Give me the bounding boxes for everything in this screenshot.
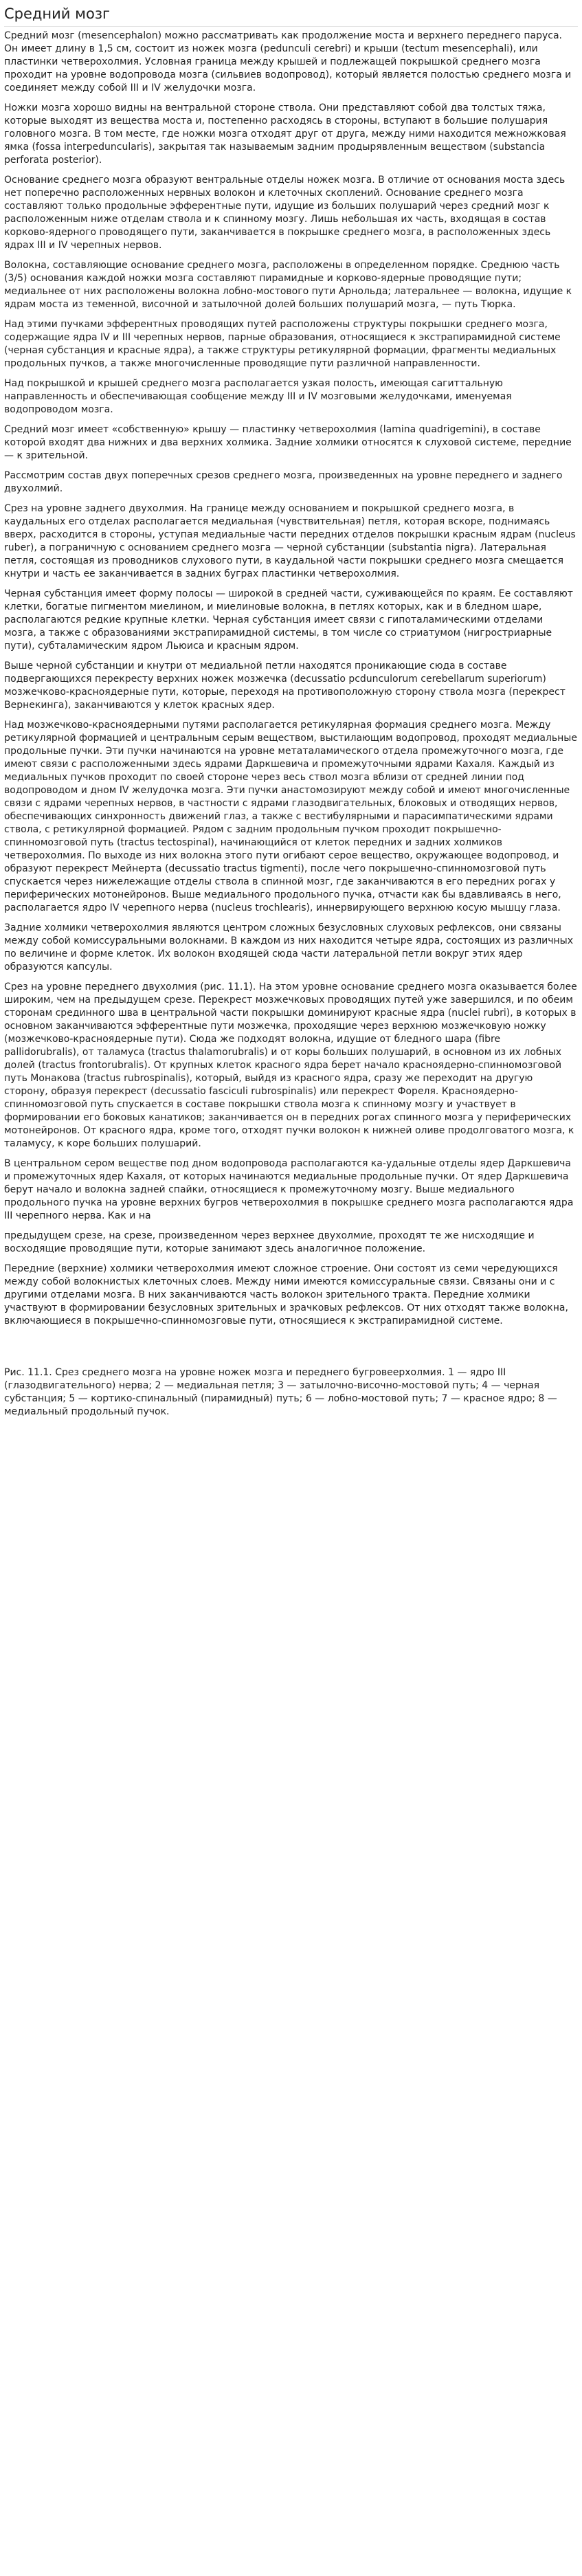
figure-placeholder	[4, 1335, 578, 1362]
paragraph: Срез на уровне заднего двухолмия. На границе между основанием и покрышкой среднего мозга, в каудальных его отделах располагается медиальная (чувствительная) петля, которая вскоре, поднимаясь вверх, расходится в стороны, уступая медиальные части передних отделов покрышки красным ядрам (nucleus ruber), а пограничную с основанием среднего мозга — черной субстанции (substantia nigra). Латеральная петля, состоящая из проводников слухового пути, в каудальной части покрышки среднего мозга смещается кнутри и часть ее заканчивается в задних буграх пластинки четверохолмия.	[4, 503, 576, 579]
paragraph: Основание среднего мозга образуют вентральные отделы ножек мозга. В отличие от основания моста здесь нет поперечно расположенных нервных волокон и клеточных скоплений. Основание среднего мозга составляют только продольные эфферентные пути, идущие из больших полушарий через средний мозг к расположенным ниже отделам ствола и к спинному мозгу. Лишь небольшая их часть, входящая в состав корково-ядерного проводящего пути, заканчивается в покрышке среднего мозга, в расположенных здесь ядрах III и IV черепных нервов.	[4, 175, 566, 251]
page-title: Средний мозг	[4, 5, 111, 22]
paragraph: Над этими пучками эфферентных проводящих путей расположены структуры покрышки среднего мозга, содержащие ядра IV и III черепных нервов, парные образования, относящиеся к экстрапирамидной системе (черная субстанция и красные ядра), а также структуры ретикулярной формации, фрагменты медиальных продольных пучков, а также многочисленные проводящие пути различной направленности.	[4, 319, 561, 369]
paragraph: Передние (верхние) холмики четверохолмия имеют сложное строение. Они состоят из семи чередующихся между собой волокнистых клеточных слоев. Между ними имеются комиссуральные связи. Связаны они и с другими отделами мозга. В них заканчиваются часть волокон зрительного тракта. Передние холмики участвуют в формировании безусловных зрительных и зрачковых рефлексов. От них отходят также волокна, включающиеся в покрышечно-спинномозговые пути, относящиеся к экстрапирамидной системе.	[4, 1263, 568, 1326]
article-body	[4, 26, 578, 1419]
paragraph: Над мозжечково-красноядерными путями располагается ретикулярная формация среднего мозга. Между ретикулярной формацией и центральным серым веществом, выстилающим водопровод, проходят медиальные продольные пучки. Эти пучки начинаются на уровне метаталамического отдела промежуточного мозга, где имеют связи с расположенными здесь ядрами Даркшевича и промежуточными ядрами Кахаля. Каждый из медиальных пучков проходит по своей стороне через весь ствол мозга вблизи от средней линии под водопроводом и дном IV желудочка мозга. Эти пучки анастомозируют между собой и имеют многочисленные связи с ядрами черепных нервов, в частности с ядрами глазодвигательных, блоковых и отводящих нервов, обеспечивающих синхронность движений глаз, а также с вестибулярными и парасимпатическими ядрами ствола, с ретикулярной формацией. Рядом с задним продольным пучком проходит покрышечно-спинномозговой путь (tractus tectospinal), начинающийся от клеток передних и задних холмиков четверохолмия. По выходе из них волокна этого пути огибают серое вещество, окружающее водопровод, и образуют перекрест Мейнерта (decussatio tractus tigmenti), после чего покрышечно-спинномозговой путь спускается через нижележащие отделы ствола в спинной мозг, где заканчиваются в его передних рогах у периферических мотонейронов. Выше медиального продольного пучка, отчасти как бы вдавливаясь в него, располагается ядро IV черепного нерва (nucleus trochlearis), иннервирующего верхнюю косую мышцу глаза.	[4, 720, 577, 913]
paragraph: Выше черной субстанции и кнутри от медиальной петли находятся проникающие сюда в составе подвергающихся перекресту верхних ножек мозжечка (decussatio pcdunculorum cerebellarum superiorum) мозжечково-красноядерные пути, которые, переходя на противоположную сторону ствола мозга (перекрест Вернекинга), заканчиваются у клеток красных ядер.	[4, 660, 566, 711]
paragraph: В центральном сером веществе под дном водопровода располагаются ка-удальные отделы ядер Даркшевича и промежуточных ядер Кахаля, от которых начинаются медиальные продольные пучки. От ядер Даркшевича берут начало и волокна задней спайки, относящиеся к промежуточному мозгу. Выше медиального продольного пучка на уровне верхних бугров четверохолмия в покрышке среднего мозга располагаются ядра III черепного нерва. Как и на	[4, 1158, 574, 1221]
figure-caption: Рис. 11.1. Срез среднего мозга на уровне ножек мозга и переднего бугровеерхолмия. 1 — ядро III (глазодвигательного) нерва; 2 — медиальная петля; 3 — затылочно-височно-мостовой путь; 4 — черная субстанция; 5 — кортико-спинальный (пирамидный) путь; 6 — лобно-мостовой путь; 7 — красное ядро; 8 — медиальный продольный пучок.	[4, 1367, 557, 1417]
paragraph: Ножки мозга хорошо видны на вентральной стороне ствола. Они представляют собой два толстых тяжа, которые выходят из вещества моста и, постепенно расходясь в стороны, вступают в большие полушария головного мозга. В том месте, где ножки мозга отходят друг от друга, между ними находится межножковая ямка (fossa interpeduncularis), закрытая так называемым задним продырявленным веществом (substancia perforata posterior).	[4, 102, 566, 166]
paragraph: предыдущем срезе, на срезе, произведенном через верхнее двухолмие, проходят те же нисходящие и восходящие проводящие пути, которые занимают здесь аналогичное положение.	[4, 1230, 535, 1254]
paragraph: Рассмотрим состав двух поперечных срезов среднего мозга, произведенных на уровне переднего и заднего двухолмий.	[4, 470, 563, 494]
paragraph: Срез на уровне переднего двухолмия (рис. 11.1). На этом уровне основание среднего мозга оказывается более широким, чем на предыдущем срезе. Перекрест мозжечковых проводящих путей уже завершился, и по обеим сторонам срединного шва в центральной части покрышки доминируют красные ядра (nuclei rubri), в которых в основном заканчиваются эфферентные пути мозжечка, проходящие через верхнюю мозжечковую ножку (мозжечково-красноядерные пути). Сюда же подходят волокна, идущие от бледного шара (fibre pallidorubralis), от таламуса (tractus thalamorubralis) и от коры больших полушарий, в основном из их лобных долей (tractus frontorubralis). От крупных клеток красного ядра берет начало красноядерно-спинномозговой путь Монакова (tractus rubrospinalis), который, выйдя из красного ядра, сразу же переходит на другую сторону, образуя перекрест (decussatio fasciculi rubrospinalis) или перекрест Фореля. Красноядерно-спинномозговой путь спускается в составе покрышки ствола мозга к спинному мозгу и участвует в формировании его боковых канатиков; заканчивается он в передних рогах спинного мозга у периферических мотонейронов. От красного ядра, кроме того, отходят пучки волокон к нижней оливе продолговатого мозга, к таламусу, к коре больших полушарий.	[4, 981, 577, 1149]
paragraph: Задние холмики четверохолмия являются центром сложных безусловных слуховых рефлексов, они связаны между собой комиссуральными волокнами. В каждом из них находится четыре ядра, состоящих из различных по величине и форме клеток. Их волокон входящей сюда части латеральной петли вокруг этих ядер образуются капсулы.	[4, 922, 574, 973]
paragraph: Черная субстанция имеет форму полосы — широкой в средней части, суживающейся по краям. Ее составляют клетки, богатые пигментом миелином, и миелиновые волокна, в петлях которых, как и в бледном шаре, располагаются редкие крупные клетки. Черная субстанция имеет связи с гипоталамическими отделами мозга, а также с образованиями экстрапирамидной системы, в том числе со стриатумом (нигростриарные пути), субталамическим ядром Льюиса и красным ядром.	[4, 588, 573, 652]
paragraph: Средний мозг имеет «собственную» крышу — пластинку четверохолмия (lamina quadrigemini), в составе которой входят два нижних и два верхних холмика. Задние холмики относятся к слуховой системе, передние — к зрительной.	[4, 424, 572, 461]
paragraph: Средний мозг (mesencephalon) можно рассматривать как продолжение моста и верхнего переднего паруса. Он имеет длину в 1,5 см, состоит из ножек мозга (pedunculi cerebri) и крыши (tectum mesencephali), или пластинки четверохолмия. Условная граница между крышей и подлежащей покрышкой среднего мозга проходит на уровне водопровода мозга (сильвиев водопровод), который является полостью среднего мозга и соединяет между собой III и IV желудочки мозга.	[4, 30, 572, 93]
paragraph: Над покрышкой и крышей среднего мозга располагается узкая полость, имеющая сагиттальную направленность и обеспечивающая сообщение между III и IV мозговыми желудочками, именуемая водопроводом мозга.	[4, 378, 512, 415]
paragraph: Волокна, составляющие основание среднего мозга, расположены в определенном порядке. Среднюю часть (3/5) основания каждой ножки мозга составляют пирамидные и корково-ядерные проводящие пути; медиальнее от них расположены волокна лобно-мостового пути Арнольда; латеральнее — волокна, идущие к ядрам моста из теменной, височной и затылочной долей больших полушарий мозга, — путь Тюрка.	[4, 260, 572, 310]
